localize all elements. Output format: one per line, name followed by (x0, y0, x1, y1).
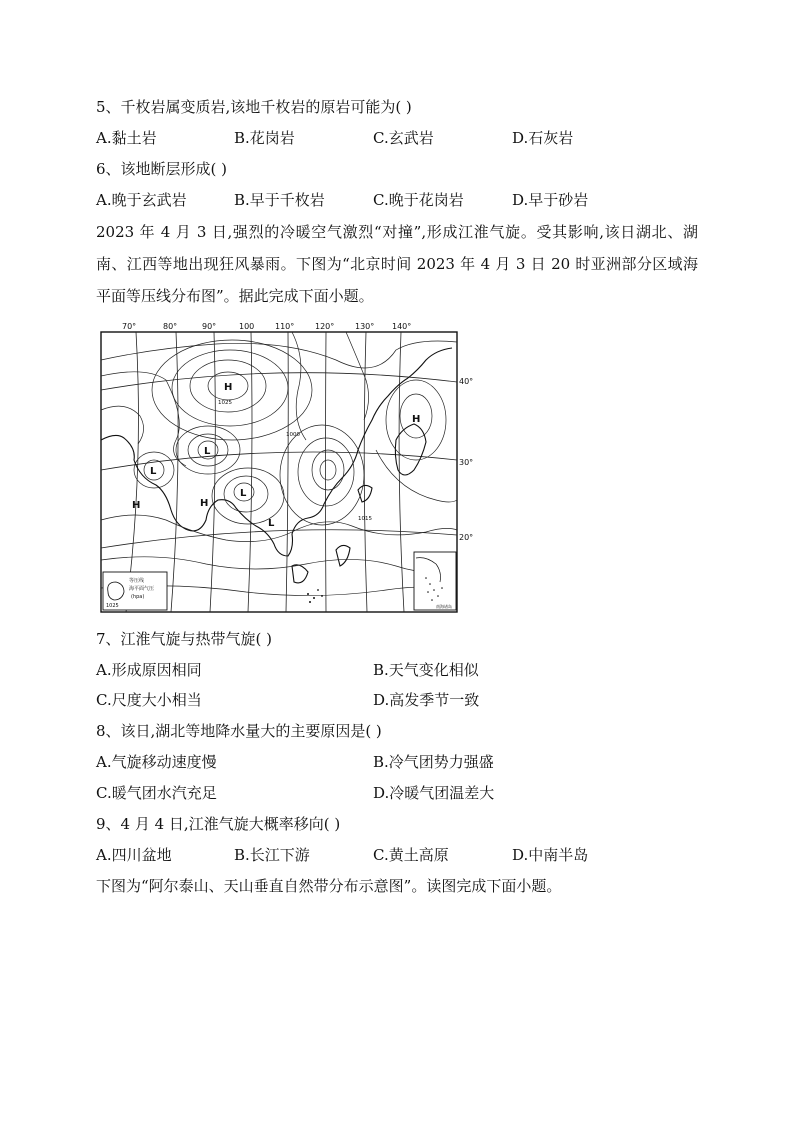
material-paragraph-altai: 下图为“阿尔泰山、天山垂直自然带分布示意图”。读图完成下面小题。 (96, 877, 562, 895)
q7-option-b: B.天气变化相似 (373, 661, 479, 679)
q9-option-d: D.中南半岛 (512, 846, 589, 864)
q9-option-b: B.长江下游 (234, 846, 310, 864)
legend-isobar: 等压线 (129, 578, 145, 584)
q6-option-b: B.早于千枚岩 (234, 191, 325, 209)
question-9-stem: 9、4 月 4 日,江淮气旋大概率移向( ) (96, 815, 341, 833)
center-low-west: L (204, 446, 211, 457)
lon-label-90: 90° (202, 322, 217, 331)
isobar-label-1015: 1015 (358, 516, 372, 522)
isobar-map (96, 320, 474, 616)
q7-option-a: A.形成原因相同 (96, 661, 202, 679)
center-low-plateau: L (240, 488, 247, 499)
map-legend (103, 572, 167, 610)
lon-label-70: 70° (122, 322, 137, 331)
q9-option-a: A.四川盆地 (96, 846, 172, 864)
lon-label-110: 110° (275, 322, 295, 331)
center-high-east: H (412, 414, 421, 425)
lon-label-120: 120° (315, 322, 335, 331)
legend-unit: (hpa) (131, 594, 145, 600)
q8-option-c: C.暖气团水汽充足 (96, 784, 217, 802)
south-china-sea-inset (414, 552, 456, 610)
q8-option-b: B.冷气团势力强盛 (373, 753, 494, 771)
q7-option-c: C.尺度大小相当 (96, 691, 202, 709)
q9-option-c: C.黄土高原 (373, 846, 449, 864)
material-line-3: 平面等压线分布图”。据此完成下面小题。 (96, 287, 374, 305)
legend-slp: 海平面气压 (129, 586, 155, 592)
q6-option-c: C.晚于花岗岩 (373, 191, 464, 209)
q8-option-d: D.冷暖气团温差大 (373, 784, 495, 802)
question-6-stem: 6、该地断层形成( ) (96, 160, 228, 178)
lon-label-130: 130° (355, 322, 375, 331)
q8-option-a: A.气旋移动速度慢 (96, 753, 217, 771)
q5-option-c: C.玄武岩 (373, 129, 434, 147)
isobar-label-1000: 1000 (286, 432, 300, 438)
lon-label-80: 80° (163, 322, 178, 331)
center-low-south: L (268, 518, 275, 529)
q5-option-d: D.石灰岩 (512, 129, 574, 147)
isobar-label-1025: 1025 (218, 400, 232, 406)
material-line-2: 南、江西等地出现狂风暴雨。下图为“北京时间 2023 年 4 月 3 日 20 时亚洲部分区域海 (96, 255, 698, 273)
center-low-far-west: L (150, 466, 157, 477)
lon-label-100: 100 (239, 322, 255, 331)
material-line-1: 2023 年 4 月 3 日,强烈的冷暖空气激烈“对撞”,形成江淮气旋。受其影响,该日湖北、湖 (96, 223, 698, 241)
center-high-north: H (224, 382, 233, 393)
q6-option-d: D.早于砂岩 (512, 191, 589, 209)
lat-label-30: 30° (459, 458, 474, 467)
q7-option-d: D.高发季节一致 (373, 691, 480, 709)
q5-option-b: B.花岗岩 (234, 129, 295, 147)
material-paragraph-cyclone (96, 216, 698, 312)
lat-label-20: 20° (459, 533, 474, 542)
q6-option-a: A.晚于玄武岩 (96, 191, 187, 209)
question-7-stem: 7、江淮气旋与热带气旋( ) (96, 630, 273, 648)
center-high-west: H (132, 500, 141, 511)
lat-label-40: 40° (459, 377, 474, 386)
q5-option-a: A.黏土岩 (96, 129, 157, 147)
question-5-stem: 5、千枚岩属变质岩,该地千枚岩的原岩可能为( ) (96, 98, 412, 116)
legend-value: 1025 (106, 603, 119, 609)
center-high-south: H (200, 498, 209, 509)
question-8-stem: 8、该日,湖北等地降水量大的主要原因是( ) (96, 722, 382, 740)
inset-label: 南海诸岛 (436, 604, 452, 609)
lon-label-140: 140° (392, 322, 412, 331)
